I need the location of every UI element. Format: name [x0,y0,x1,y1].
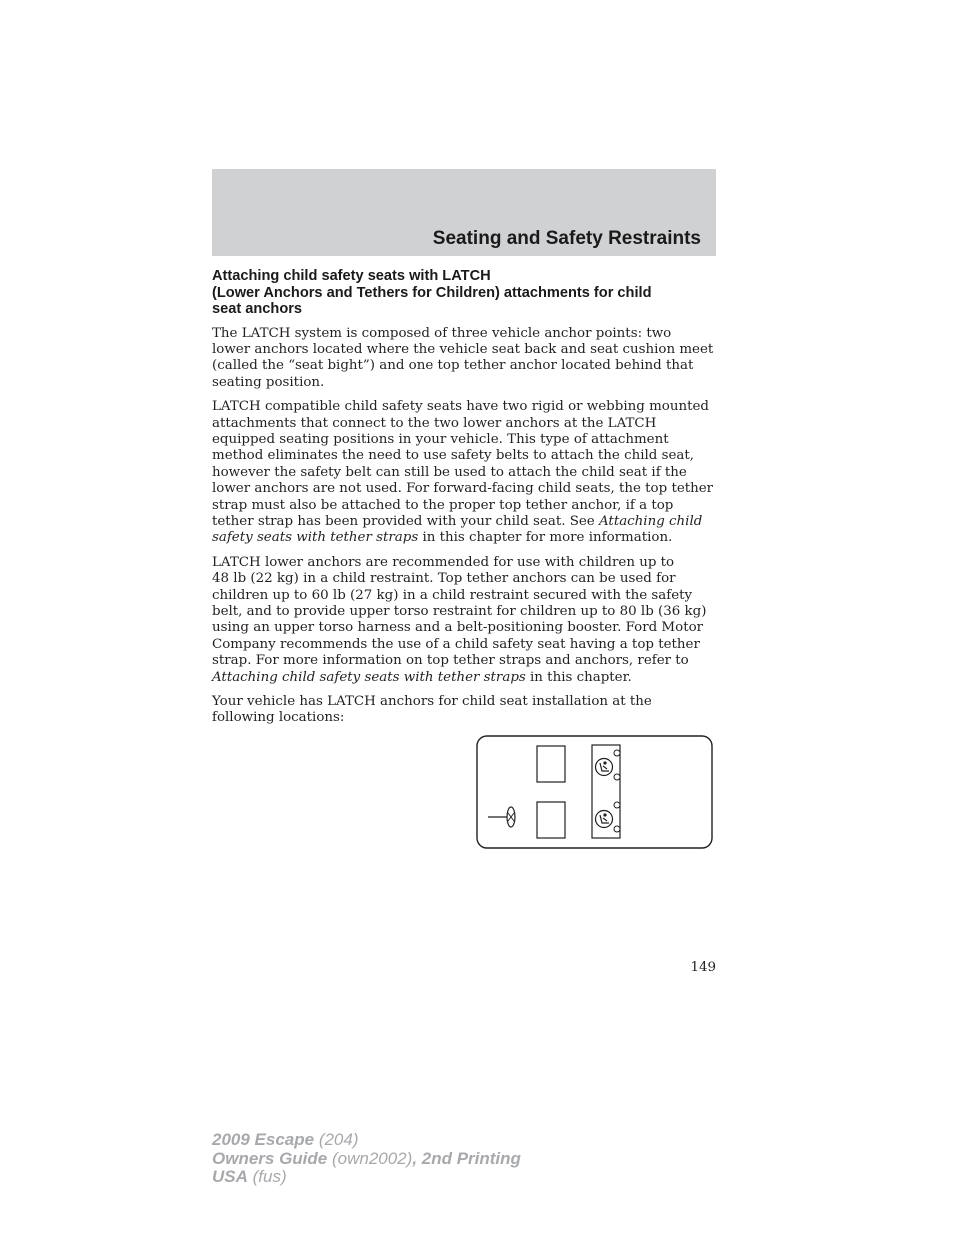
cross-reference-link: Attaching child [599,513,703,529]
footer-guide-code: (own2002) [327,1148,413,1168]
section-header-band [212,169,716,256]
text-line: strap must also be attached to the proper top tether anchor, if a top [212,497,674,513]
footer-line [212,1168,521,1187]
footer-model: 2009 Escape [212,1130,315,1149]
paragraph-locations [212,694,718,727]
text-line: lower anchors are not used. For forward-facing child seats, the top tether [212,481,714,497]
text-line: seating position. [212,374,325,390]
lower-anchor-marker [614,826,620,832]
paragraph-lower-anchors [212,555,718,686]
page-number: 149 [690,960,716,975]
footer-line [212,1131,521,1150]
text-run: in this chapter for more information. [418,530,673,546]
footer-model-code: (204) [314,1130,359,1149]
cross-reference-link: Attaching child safety seats with tether straps [212,669,526,685]
child-seat-icon [596,811,613,828]
vehicle-seating-latch-diagram-icon [476,735,713,849]
lower-anchor-marker [614,802,620,808]
footer-market-code: (fus) [247,1167,287,1186]
child-seat-icon [596,759,613,776]
text-line: method eliminates the need to use safety belts to attach the child seat, [212,448,695,464]
paragraph-latch-compatible [212,399,718,547]
lower-anchor-marker [614,750,620,756]
text-run: tether strap has been provided with your child seat. See [212,513,599,529]
footer-guide: Owners Guide [212,1148,328,1168]
document-footer [212,1131,521,1187]
text-line [212,670,718,686]
text-line: using an upper torso harness and a belt-positioning booster. Ford Motor [212,620,704,636]
paragraph-latch-system [212,326,718,392]
text-line: LATCH lower anchors are recommended for use with children up to [212,554,675,570]
heading-line: Attaching child safety seats with LATCH [212,268,491,284]
text-line [212,514,718,530]
text-line: equipped seating positions in your vehicle. This type of attachment [212,431,669,447]
text-line: 48 lb (22 kg) in a child restraint. Top tether anchors can be used for [212,571,676,587]
text-line: (called the “seat bight”) and one top tether anchor located behind that [212,358,694,374]
text-line: children up to 60 lb (27 kg) in a child restraint secured with the safety [212,587,693,603]
footer-market: USA [212,1167,248,1186]
text-line: strap. For more information on top tether straps and anchors, refer to [212,653,689,669]
latch-heading [212,268,718,318]
text-line: Your vehicle has LATCH anchors for child seat installation at the [212,694,652,710]
section-title: Seating and Safety Restraints [432,228,701,249]
text-line: belt, and to provide upper torso restraint for children up to 80 lb (36 kg) [212,604,707,619]
heading-line: (Lower Anchors and Tethers for Children) attachments for child [212,284,652,301]
text-run: in this chapter. [525,669,632,685]
text-line: following locations: [212,710,345,726]
cross-reference-link: safety seats with tether straps [212,530,419,546]
heading-line: seat anchors [212,301,303,317]
footer-line [212,1150,521,1169]
footer-printing: , 2nd Printing [412,1148,521,1168]
lower-anchor-marker [614,774,620,780]
text-line: however the safety belt can still be used to attach the child seat if the [212,464,687,480]
front-passenger-seat [537,746,565,782]
main-content [212,268,718,735]
driver-seat [537,802,565,838]
latch-location-diagram [476,735,713,849]
text-line: The LATCH system is composed of three vehicle anchor points: two [212,325,672,341]
text-line: lower anchors located where the vehicle seat back and seat cushion meet [212,341,714,357]
text-line: LATCH compatible child safety seats have two rigid or webbing mounted [212,399,709,415]
text-line: Company recommends the use of a child safety seat having a top tether [212,636,700,652]
text-line [212,530,718,546]
text-line: attachments that connect to the two lower anchors at the LATCH [212,415,657,431]
